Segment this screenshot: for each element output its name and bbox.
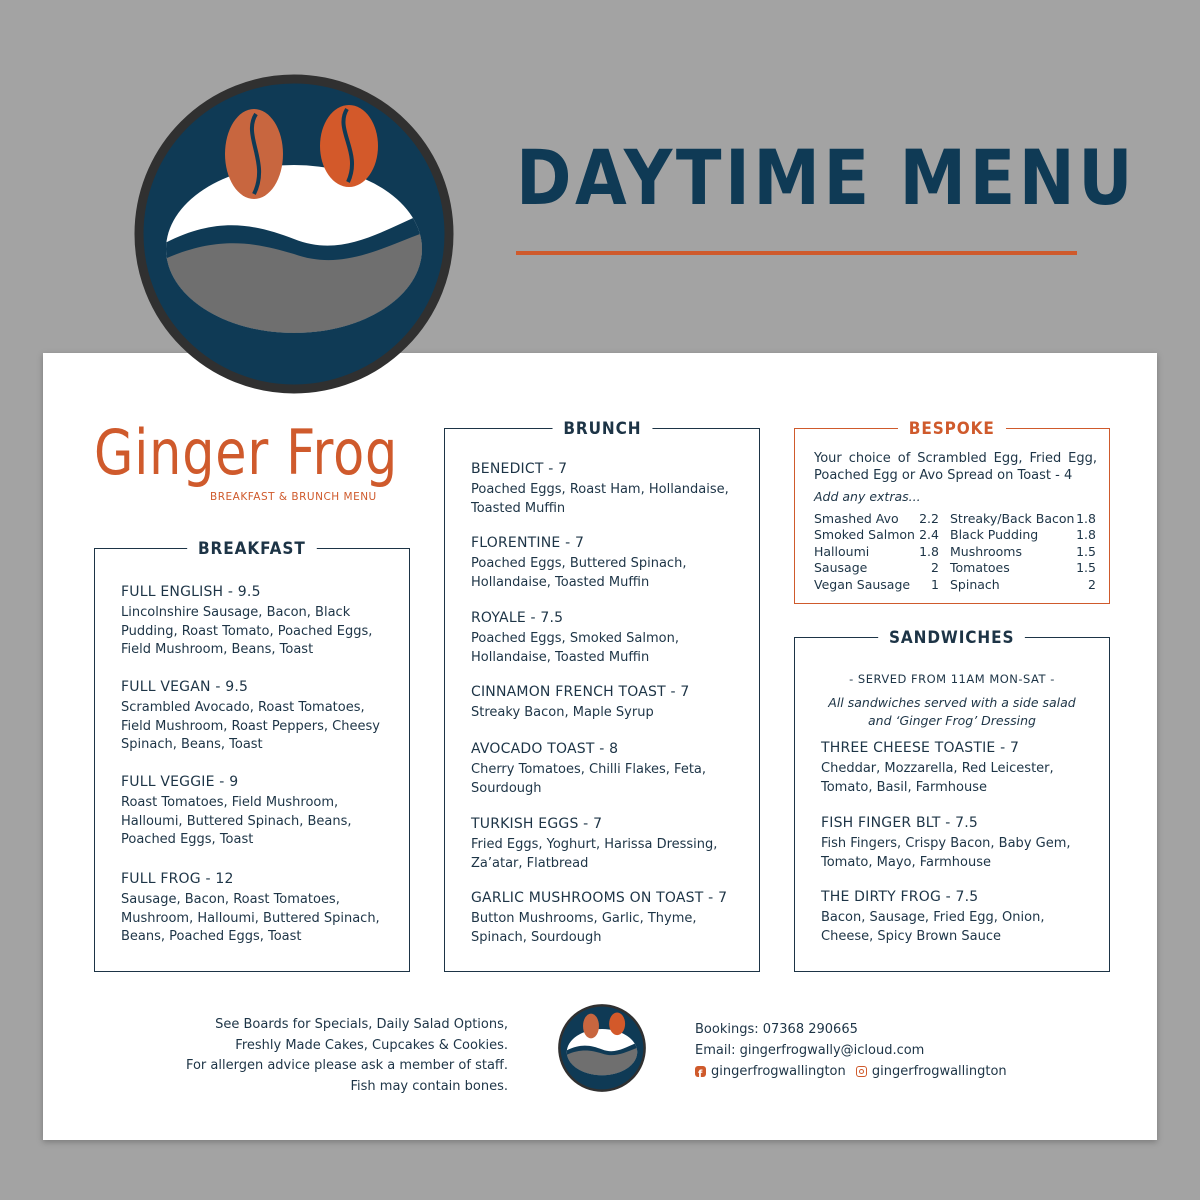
menu-item: [471, 683, 741, 723]
item-name: FULL VEGAN - 9.5: [121, 679, 249, 695]
item-desc: Cherry Tomatoes, Chilli Flakes, Feta, Sourdough: [471, 761, 707, 796]
item-name: CINNAMON FRENCH TOAST - 7: [471, 684, 690, 700]
extra-row: Streaky/Back Bacon 1.8: [950, 511, 1096, 526]
bespoke-title: BESPOKE: [898, 417, 1006, 441]
note-line: For allergen advice please ask a member of staff.: [185, 1058, 508, 1073]
brand-subtitle: BREAKFAST & BRUNCH MENU: [210, 491, 377, 503]
item-name: FULL ENGLISH - 9.5: [121, 584, 261, 600]
brand-block: [94, 416, 414, 503]
item-desc: Lincolnshire Sausage, Bacon, Black Pudding, Roast Tomato, Poached Eggs, Field Mushroom, Beans, Toast: [121, 604, 373, 658]
brunch-section: [444, 419, 760, 972]
item-desc: Fried Eggs, Yoghurt, Harissa Dressing, Za’atar, Flatbread: [471, 836, 718, 871]
facebook-link[interactable]: [695, 1061, 846, 1082]
contact-email[interactable]: Email: gingerfrogwally@icloud.com: [695, 1043, 925, 1058]
facebook-handle: gingerfrogwallington: [711, 1064, 846, 1079]
instagram-icon: [856, 1066, 867, 1077]
item-desc: Poached Eggs, Smoked Salmon, Hollandaise, Toasted Muffin: [471, 630, 679, 665]
extra-row: Black Pudding 1.8: [950, 527, 1096, 543]
extra-row: Mushrooms 1.5: [950, 543, 1096, 559]
item-name: TURKISH EGGS - 7: [471, 816, 603, 832]
item-desc: Button Mushrooms, Garlic, Thyme, Spinach, Sourdough: [471, 910, 697, 945]
item-name: AVOCADO TOAST - 8: [471, 741, 619, 757]
extra-row: Sausage 2: [814, 560, 939, 576]
footer-notes: [186, 1015, 508, 1097]
item-desc: Sausage, Bacon, Roast Tomatoes, Mushroom, Halloumi, Buttered Spinach, Beans, Poached Eggs, Toast: [121, 891, 380, 945]
item-desc: Roast Tomatoes, Field Mushroom, Halloumi, Buttered Spinach, Beans, Poached Eggs, Toast: [121, 794, 352, 848]
menu-item: [121, 678, 391, 755]
breakfast-section: [94, 539, 410, 972]
sandwiches-served-time: - SERVED FROM 11AM MON-SAT -: [849, 672, 1055, 686]
menu-item: [471, 889, 741, 947]
bespoke-section: [794, 419, 1110, 604]
sandwiches-title: SANDWICHES: [878, 626, 1025, 650]
title-underline: [516, 251, 1077, 255]
menu-item: [121, 583, 391, 660]
facebook-icon: [695, 1066, 706, 1077]
menu-item: [471, 815, 741, 873]
menu-item: [121, 773, 391, 850]
item-desc: Scrambled Avocado, Roast Tomatoes, Field Mushroom, Roast Peppers, Cheesy Spinach, Beans, Toast: [121, 699, 380, 753]
sandwiches-section: [794, 628, 1110, 972]
brunch-title: BRUNCH: [552, 417, 652, 441]
menu-item: [821, 888, 1091, 946]
item-name: THREE CHEESE TOASTIE - 7: [821, 740, 1020, 756]
extra-row: Smashed Avo 2.2: [814, 511, 939, 526]
item-name: FLORENTINE - 7: [471, 535, 585, 551]
item-desc: Streaky Bacon, Maple Syrup: [471, 704, 654, 720]
note-line: Freshly Made Cakes, Cupcakes & Cookies.: [235, 1037, 508, 1053]
extra-row: Halloumi 1.8: [814, 543, 939, 559]
extra-row: Tomatoes 1.5: [950, 560, 1096, 576]
item-desc: Poached Eggs, Roast Ham, Hollandaise, Toasted Muffin: [471, 481, 729, 516]
sandwiches-note: [795, 694, 1109, 730]
menu-item: [471, 740, 741, 798]
note-line: Fish may contain bones.: [350, 1078, 508, 1094]
item-desc: Fish Fingers, Crispy Bacon, Baby Gem, Tomato, Mayo, Farmhouse: [821, 835, 1071, 870]
menu-item: [121, 870, 391, 947]
item-desc: Poached Eggs, Buttered Spinach, Hollandaise, Toasted Muffin: [471, 555, 687, 590]
social-links: [695, 1061, 1013, 1084]
menu-item: [821, 814, 1091, 872]
footer-contact: [695, 1019, 1013, 1084]
item-name: THE DIRTY FROG - 7.5: [821, 889, 979, 905]
logo-frog-icon: [134, 74, 454, 394]
extra-row: Vegan Sausage 1: [814, 576, 939, 592]
item-name: FISH FINGER BLT - 7.5: [821, 815, 979, 831]
item-name: GARLIC MUSHROOMS ON TOAST - 7: [471, 890, 728, 906]
item-name: FULL FROG - 12: [121, 871, 234, 887]
menu-item: [471, 460, 741, 518]
extras-left-list: [814, 511, 939, 593]
bookings-phone: Bookings: 07368 290665: [695, 1022, 858, 1037]
bespoke-add-extras: Add any extras...: [814, 489, 921, 504]
item-desc: Bacon, Sausage, Fried Egg, Onion, Cheese, Spicy Brown Sauce: [821, 909, 1045, 944]
bespoke-intro: Your choice of Scrambled Egg, Fried Egg, Poached Egg or Avo Spread on Toast - 4: [814, 451, 1097, 483]
breakfast-title: BREAKFAST: [187, 537, 316, 561]
extra-row: Smoked Salmon 2.4: [814, 527, 939, 543]
note-line: See Boards for Specials, Daily Salad Options,: [215, 1017, 508, 1032]
menu-item: [821, 739, 1091, 797]
extra-row: Spinach 2: [950, 576, 1096, 592]
logo-frog-icon: [558, 1004, 646, 1092]
brand-name: Ginger Frog: [94, 416, 399, 489]
menu-item: [471, 609, 741, 667]
page-title: DAYTIME MENU: [516, 133, 1137, 222]
item-desc: Cheddar, Mozzarella, Red Leicester, Tomato, Basil, Farmhouse: [821, 760, 1054, 795]
item-name: FULL VEGGIE - 9: [121, 774, 239, 790]
instagram-handle: gingerfrogwallington: [871, 1064, 1007, 1079]
note-line: All sandwiches served with a side salad: [828, 695, 1076, 710]
extras-right-list: [950, 511, 1096, 593]
instagram-link[interactable]: [856, 1061, 1007, 1082]
note-line: and ‘Ginger Frog’ Dressing: [868, 713, 1036, 728]
menu-item: [471, 534, 741, 592]
item-name: BENEDICT - 7: [471, 461, 568, 477]
item-name: ROYALE - 7.5: [471, 610, 564, 626]
